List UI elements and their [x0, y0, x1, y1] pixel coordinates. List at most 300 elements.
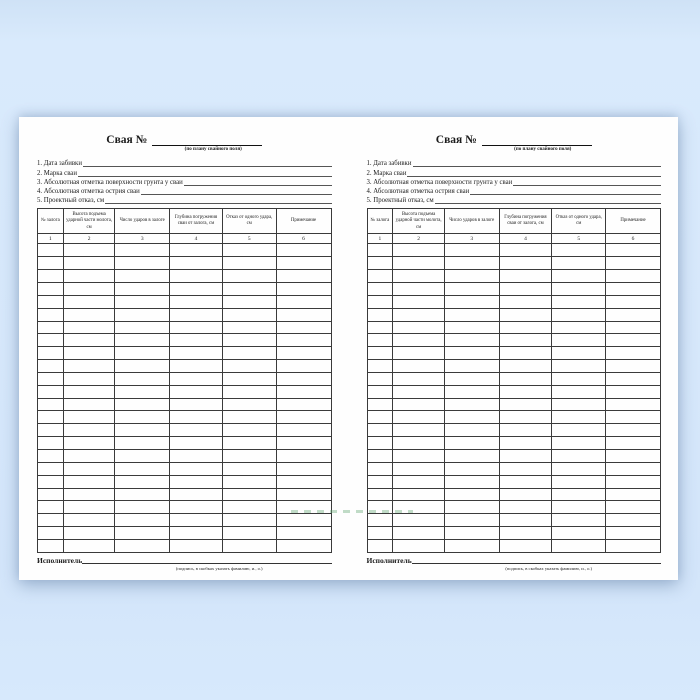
pile-number-label: Свая № — [106, 134, 148, 146]
empty-data-row — [367, 270, 661, 283]
empty-cell — [444, 283, 499, 296]
empty-cell — [170, 257, 223, 270]
empty-cell — [606, 308, 661, 321]
empty-cell — [115, 270, 170, 283]
empty-cell — [552, 283, 606, 296]
empty-cell — [38, 385, 64, 398]
empty-cell — [63, 527, 115, 540]
empty-cell — [63, 295, 115, 308]
empty-cell — [367, 398, 393, 411]
empty-cell — [38, 295, 64, 308]
empty-cell — [499, 514, 552, 527]
empty-cell — [63, 424, 115, 437]
empty-cell — [276, 257, 331, 270]
empty-data-row — [367, 527, 661, 540]
field-row-tip-elevation — [367, 187, 662, 196]
empty-cell — [115, 514, 170, 527]
empty-cell — [367, 270, 393, 283]
empty-cell — [367, 295, 393, 308]
empty-data-row — [38, 360, 332, 373]
empty-cell — [367, 372, 393, 385]
empty-cell — [38, 347, 64, 360]
empty-cell — [63, 539, 115, 552]
empty-cell — [170, 372, 223, 385]
field-blank-line — [78, 176, 332, 177]
empty-cell — [276, 385, 331, 398]
empty-data-row — [367, 437, 661, 450]
empty-cell — [63, 244, 115, 257]
empty-cell — [367, 347, 393, 360]
empty-cell — [606, 360, 661, 373]
empty-cell — [276, 475, 331, 488]
empty-cell — [367, 462, 393, 475]
empty-cell — [38, 449, 64, 462]
empty-cell — [222, 449, 276, 462]
header-cell: Высота подъема ударной части молота, см — [63, 209, 115, 234]
field-row-date — [37, 159, 332, 168]
column-number-cell: 2 — [393, 234, 445, 244]
executor-label: Исполнитель — [37, 555, 83, 565]
empty-cell — [606, 411, 661, 424]
empty-cell — [222, 411, 276, 424]
form-page-right — [349, 117, 679, 580]
empty-cell — [115, 437, 170, 450]
field-label: 2. Марка сваи — [366, 169, 407, 177]
empty-cell — [63, 334, 115, 347]
field-row-design-refusal — [367, 196, 662, 205]
header-cell: Отказ от одного удара, см — [552, 209, 606, 234]
table-body — [38, 244, 332, 552]
empty-cell — [367, 539, 393, 552]
empty-cell — [38, 244, 64, 257]
empty-cell — [444, 308, 499, 321]
empty-cell — [115, 283, 170, 296]
empty-cell — [499, 372, 552, 385]
empty-cell — [63, 475, 115, 488]
empty-cell — [170, 360, 223, 373]
empty-cell — [63, 385, 115, 398]
empty-cell — [38, 475, 64, 488]
empty-cell — [115, 334, 170, 347]
empty-cell — [499, 244, 552, 257]
empty-cell — [170, 501, 223, 514]
empty-cell — [276, 347, 331, 360]
empty-cell — [115, 385, 170, 398]
empty-cell — [606, 501, 661, 514]
empty-cell — [115, 398, 170, 411]
field-row-ground-elevation — [37, 178, 332, 187]
field-row-design-refusal — [37, 196, 332, 205]
column-number-cell: 2 — [63, 234, 115, 244]
empty-data-row — [367, 244, 661, 257]
empty-cell — [222, 244, 276, 257]
empty-cell — [38, 488, 64, 501]
empty-data-row — [38, 411, 332, 424]
empty-cell — [552, 321, 606, 334]
empty-cell — [63, 321, 115, 334]
empty-cell — [499, 321, 552, 334]
empty-data-row — [367, 295, 661, 308]
column-number-cell: 6 — [606, 234, 661, 244]
empty-cell — [170, 411, 223, 424]
empty-cell — [367, 449, 393, 462]
empty-cell — [63, 462, 115, 475]
empty-data-row — [367, 321, 661, 334]
field-blank-line — [83, 166, 332, 167]
empty-cell — [170, 437, 223, 450]
signature-blank-line — [412, 563, 661, 564]
empty-cell — [115, 321, 170, 334]
pile-driving-log-table — [367, 208, 662, 552]
empty-cell — [222, 347, 276, 360]
empty-cell — [499, 295, 552, 308]
header-cell: Примечание — [606, 209, 661, 234]
empty-cell — [222, 360, 276, 373]
empty-data-row — [367, 488, 661, 501]
empty-cell — [393, 411, 445, 424]
empty-data-row — [38, 475, 332, 488]
empty-data-row — [367, 411, 661, 424]
empty-cell — [552, 270, 606, 283]
empty-cell — [222, 257, 276, 270]
field-row-mark — [367, 168, 662, 177]
field-row-date — [367, 159, 662, 168]
empty-cell — [38, 462, 64, 475]
empty-data-row — [367, 501, 661, 514]
empty-cell — [115, 308, 170, 321]
column-number-cell: 5 — [552, 234, 606, 244]
empty-cell — [170, 488, 223, 501]
empty-cell — [276, 308, 331, 321]
empty-cell — [606, 527, 661, 540]
empty-cell — [393, 462, 445, 475]
empty-cell — [276, 437, 331, 450]
empty-cell — [393, 283, 445, 296]
field-label: 1. Дата забивки — [366, 160, 412, 168]
empty-cell — [38, 539, 64, 552]
field-row-mark — [37, 168, 332, 177]
empty-cell — [393, 514, 445, 527]
empty-cell — [393, 360, 445, 373]
empty-cell — [606, 385, 661, 398]
empty-cell — [367, 424, 393, 437]
empty-cell — [222, 283, 276, 296]
empty-cell — [499, 334, 552, 347]
empty-cell — [606, 372, 661, 385]
empty-cell — [552, 527, 606, 540]
empty-cell — [170, 244, 223, 257]
empty-cell — [222, 462, 276, 475]
empty-cell — [276, 295, 331, 308]
empty-cell — [606, 347, 661, 360]
empty-cell — [38, 270, 64, 283]
empty-cell — [170, 475, 223, 488]
field-blank-line — [513, 185, 661, 186]
empty-cell — [63, 411, 115, 424]
empty-cell — [222, 527, 276, 540]
empty-cell — [276, 270, 331, 283]
empty-cell — [552, 437, 606, 450]
pile-driving-log-table — [37, 208, 332, 552]
empty-data-row — [38, 501, 332, 514]
empty-data-row — [38, 462, 332, 475]
empty-cell — [444, 475, 499, 488]
empty-data-row — [38, 385, 332, 398]
empty-cell — [499, 437, 552, 450]
empty-cell — [115, 424, 170, 437]
empty-cell — [552, 514, 606, 527]
empty-cell — [63, 437, 115, 450]
empty-cell — [170, 539, 223, 552]
empty-cell — [444, 244, 499, 257]
empty-cell — [499, 360, 552, 373]
empty-data-row — [367, 462, 661, 475]
column-number-cell: 1 — [38, 234, 64, 244]
empty-cell — [444, 270, 499, 283]
empty-cell — [444, 257, 499, 270]
empty-cell — [367, 257, 393, 270]
empty-cell — [552, 257, 606, 270]
empty-cell — [444, 527, 499, 540]
empty-cell — [115, 539, 170, 552]
empty-cell — [38, 424, 64, 437]
empty-cell — [222, 424, 276, 437]
empty-cell — [38, 411, 64, 424]
header-cell: Глубина погружения сваи от залога, см — [170, 209, 223, 234]
empty-cell — [276, 411, 331, 424]
field-label: 5. Проектный отказ, см — [366, 197, 434, 205]
empty-cell — [606, 283, 661, 296]
empty-cell — [552, 539, 606, 552]
empty-cell — [222, 308, 276, 321]
empty-cell — [367, 283, 393, 296]
empty-data-row — [38, 424, 332, 437]
empty-cell — [63, 360, 115, 373]
table-body — [367, 244, 661, 552]
empty-cell — [170, 385, 223, 398]
empty-cell — [606, 270, 661, 283]
empty-data-row — [38, 308, 332, 321]
field-label: 3. Абсолютная отметка поверхности грунта у сваи — [366, 178, 513, 186]
empty-cell — [444, 360, 499, 373]
empty-cell — [276, 398, 331, 411]
header-cell: Примечание — [276, 209, 331, 234]
signature-caption: (подпись, в скобках указать фамилию, и., о.) — [505, 565, 593, 571]
empty-data-row — [38, 398, 332, 411]
empty-data-row — [367, 360, 661, 373]
empty-cell — [367, 321, 393, 334]
empty-cell — [222, 437, 276, 450]
empty-cell — [393, 437, 445, 450]
empty-cell — [276, 501, 331, 514]
field-label: 4. Абсолютная отметка острия сваи — [37, 188, 140, 196]
empty-cell — [38, 527, 64, 540]
empty-cell — [367, 437, 393, 450]
empty-data-row — [367, 334, 661, 347]
field-blank-line — [141, 194, 332, 195]
empty-data-row — [38, 488, 332, 501]
empty-cell — [552, 462, 606, 475]
table-header-row — [38, 209, 332, 234]
empty-cell — [276, 321, 331, 334]
empty-cell — [367, 501, 393, 514]
column-number-cell: 3 — [115, 234, 170, 244]
empty-data-row — [38, 321, 332, 334]
empty-cell — [222, 501, 276, 514]
empty-cell — [115, 295, 170, 308]
empty-cell — [276, 334, 331, 347]
empty-cell — [367, 527, 393, 540]
empty-cell — [276, 244, 331, 257]
empty-cell — [115, 475, 170, 488]
empty-cell — [276, 462, 331, 475]
empty-cell — [276, 488, 331, 501]
empty-cell — [552, 372, 606, 385]
empty-data-row — [38, 283, 332, 296]
empty-cell — [444, 321, 499, 334]
empty-cell — [606, 462, 661, 475]
empty-cell — [170, 398, 223, 411]
empty-cell — [115, 527, 170, 540]
empty-cell — [552, 488, 606, 501]
empty-cell — [552, 295, 606, 308]
empty-cell — [393, 270, 445, 283]
empty-cell — [499, 527, 552, 540]
empty-cell — [222, 539, 276, 552]
empty-cell — [38, 437, 64, 450]
empty-cell — [367, 308, 393, 321]
empty-cell — [222, 514, 276, 527]
header-cell: Отказ от одного удара, см — [222, 209, 276, 234]
empty-cell — [367, 244, 393, 257]
empty-cell — [499, 283, 552, 296]
empty-cell — [38, 308, 64, 321]
empty-cell — [606, 488, 661, 501]
empty-cell — [38, 321, 64, 334]
empty-cell — [444, 385, 499, 398]
empty-cell — [444, 347, 499, 360]
empty-data-row — [367, 398, 661, 411]
field-label: 2. Марка сваи — [37, 169, 77, 177]
empty-cell — [63, 308, 115, 321]
empty-cell — [606, 539, 661, 552]
empty-cell — [38, 514, 64, 527]
empty-cell — [38, 372, 64, 385]
empty-cell — [222, 321, 276, 334]
empty-cell — [393, 424, 445, 437]
empty-cell — [170, 424, 223, 437]
column-number-cell: 1 — [367, 234, 393, 244]
empty-cell — [552, 360, 606, 373]
empty-cell — [276, 283, 331, 296]
empty-cell — [552, 398, 606, 411]
form-fields — [37, 159, 332, 205]
page-title — [37, 132, 332, 146]
empty-data-row — [367, 385, 661, 398]
empty-cell — [444, 411, 499, 424]
empty-cell — [552, 411, 606, 424]
empty-cell — [444, 372, 499, 385]
empty-cell — [606, 437, 661, 450]
column-number-cell: 3 — [444, 234, 499, 244]
empty-cell — [606, 475, 661, 488]
empty-cell — [499, 270, 552, 283]
empty-data-row — [38, 527, 332, 540]
empty-cell — [115, 449, 170, 462]
field-label: 4. Абсолютная отметка острия сваи — [366, 188, 470, 196]
empty-cell — [276, 527, 331, 540]
empty-cell — [393, 527, 445, 540]
empty-cell — [606, 334, 661, 347]
empty-cell — [367, 385, 393, 398]
empty-cell — [552, 449, 606, 462]
empty-cell — [444, 424, 499, 437]
empty-cell — [63, 449, 115, 462]
empty-cell — [499, 347, 552, 360]
empty-cell — [444, 514, 499, 527]
empty-data-row — [38, 244, 332, 257]
field-blank-line — [184, 185, 332, 186]
column-number-cell: 4 — [499, 234, 552, 244]
empty-data-row — [367, 539, 661, 552]
empty-cell — [222, 398, 276, 411]
empty-cell — [606, 398, 661, 411]
empty-cell — [38, 283, 64, 296]
empty-cell — [393, 347, 445, 360]
empty-cell — [393, 244, 445, 257]
empty-cell — [552, 475, 606, 488]
field-row-tip-elevation — [37, 187, 332, 196]
field-row-ground-elevation — [367, 178, 662, 187]
field-blank-line — [470, 194, 661, 195]
empty-data-row — [38, 347, 332, 360]
empty-cell — [115, 244, 170, 257]
empty-cell — [444, 501, 499, 514]
empty-cell — [444, 398, 499, 411]
empty-cell — [222, 475, 276, 488]
empty-cell — [63, 501, 115, 514]
empty-cell — [393, 372, 445, 385]
empty-data-row — [38, 372, 332, 385]
empty-cell — [393, 257, 445, 270]
column-number-row — [367, 234, 661, 244]
empty-cell — [367, 488, 393, 501]
empty-data-row — [38, 295, 332, 308]
empty-cell — [552, 385, 606, 398]
empty-cell — [115, 411, 170, 424]
empty-cell — [552, 424, 606, 437]
document-spread — [19, 117, 678, 580]
signature-caption: (подпись, в скобках указать фамилию, и., о.) — [175, 565, 263, 571]
empty-cell — [499, 257, 552, 270]
empty-cell — [63, 514, 115, 527]
empty-data-row — [367, 475, 661, 488]
empty-cell — [499, 398, 552, 411]
field-blank-line — [435, 203, 661, 204]
empty-cell — [222, 385, 276, 398]
empty-cell — [170, 321, 223, 334]
column-number-row — [38, 234, 332, 244]
empty-cell — [222, 334, 276, 347]
empty-cell — [393, 398, 445, 411]
empty-cell — [276, 539, 331, 552]
empty-cell — [170, 449, 223, 462]
title-caption: (по плану свайного поля) — [184, 147, 242, 152]
empty-cell — [222, 270, 276, 283]
empty-data-row — [38, 334, 332, 347]
title-caption: (по плану свайного поля) — [514, 147, 572, 152]
empty-cell — [222, 488, 276, 501]
